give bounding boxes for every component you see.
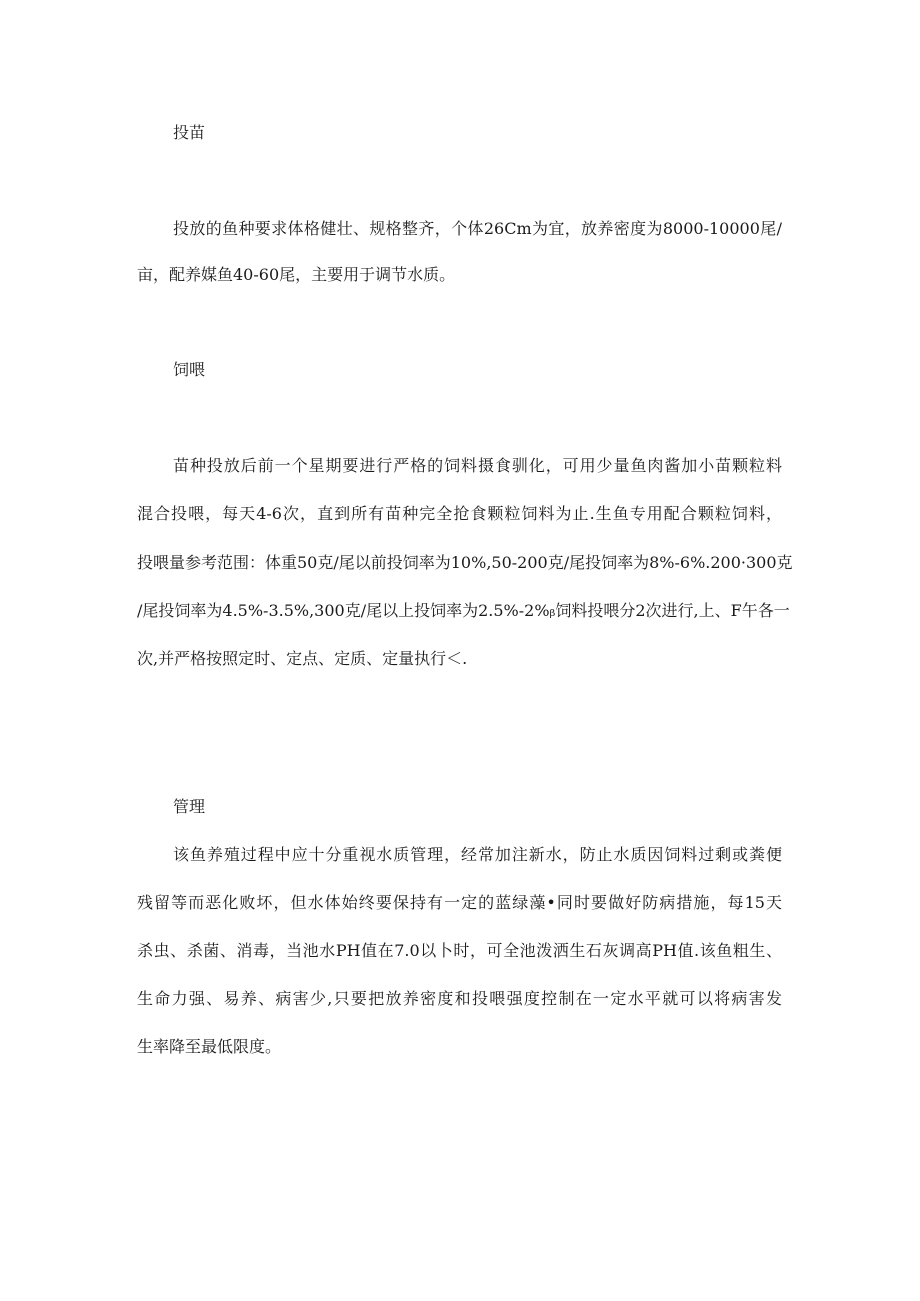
paragraph-line: 该鱼养殖过程中应十分重视水质管理，经常加注新水，防止水质因饲料过剩或粪便 xyxy=(173,845,782,864)
section-heading-feeding: 饲喂 xyxy=(173,360,206,379)
section-heading-management: 管理 xyxy=(173,797,206,816)
section-heading-stocking: 投苗 xyxy=(173,123,206,142)
paragraph-line: /尾投饲率为4.5%-3.5%,300克/尾以上投饲率为2.5%-2%ᵦ饲料投喂分2次进行,上、F午各一 xyxy=(137,601,790,620)
paragraph-line: 生率降至最低限度。 xyxy=(137,1037,282,1056)
paragraph-line: 混合投喂，每天4-6次，直到所有苗种完全抢食颗粒饲料为止.生鱼专用配合颗粒饲料， xyxy=(137,504,782,523)
paragraph-line: 生命力强、易养、病害少,只要把放养密度和投喂强度控制在一定水平就可以将病害发 xyxy=(137,989,782,1008)
paragraph-line: 残留等而恶化败坏，但水体始终要保持有一定的蓝绿藻•同时要做好防病措施，每15天 xyxy=(137,893,782,912)
paragraph-line: 亩，配养媒鱼40-60尾，主要用于调节水质。 xyxy=(137,265,456,284)
paragraph-line: 杀虫、杀菌、消毒，当池水PH值在7.0以卜时，可全池泼洒生石灰调高PH值.该鱼粗生、 xyxy=(137,941,782,960)
paragraph-line: 苗种投放后前一个星期要进行严格的饲料摄食驯化，可用少量鱼肉酱加小苗颗粒料 xyxy=(173,456,782,475)
paragraph-line: 次,并严格按照定时、定点、定质、定量执行＜. xyxy=(137,649,468,668)
paragraph-line: 投喂量参考范围：体重50克/尾以前投饲率为10%,50-200克/尾投饲率为8%-6%.200·300克 xyxy=(137,553,793,572)
paragraph-line: 投放的鱼种要求体格健壮、规格整齐，个体26Cm为宜，放养密度为8000-10000尾/ xyxy=(173,219,782,238)
